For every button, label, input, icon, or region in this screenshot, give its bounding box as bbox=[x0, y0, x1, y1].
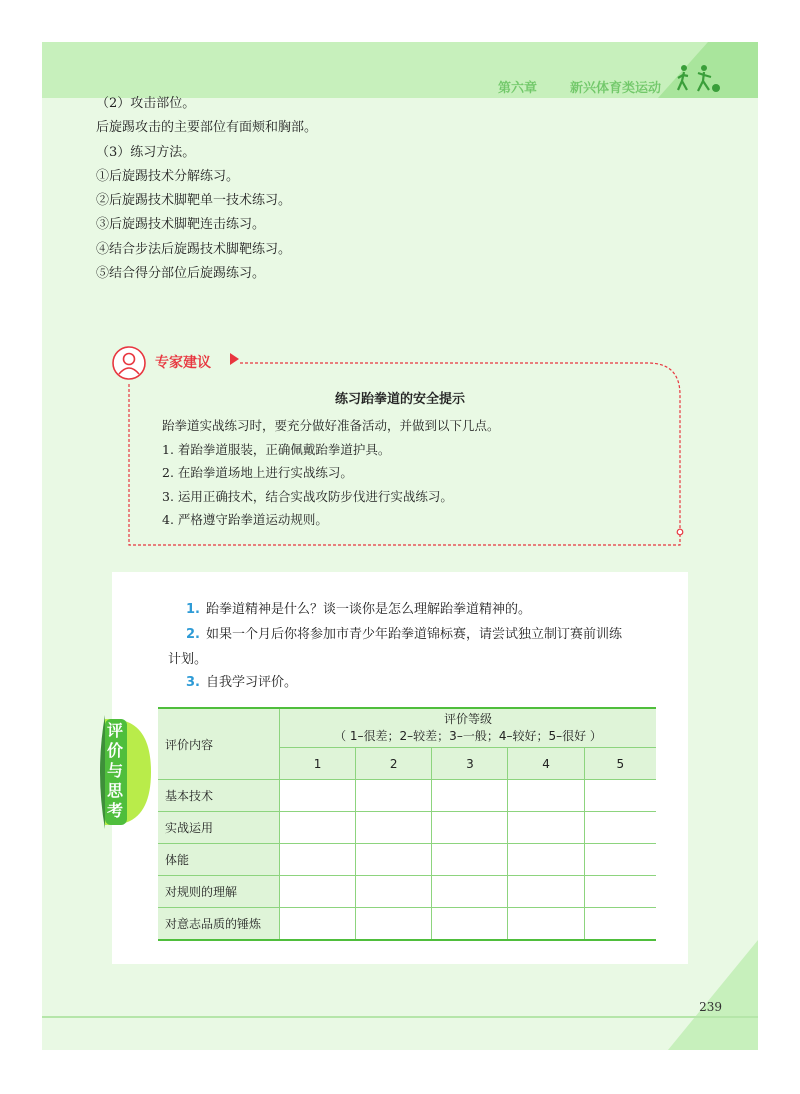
question-number: 3. bbox=[186, 675, 200, 690]
rating-cell[interactable] bbox=[280, 908, 356, 941]
tip-line: 3. 运用正确技术，结合实战攻防步伐进行实战练习。 bbox=[162, 488, 453, 504]
athletes-icon bbox=[676, 64, 726, 94]
question-1 bbox=[186, 598, 531, 617]
rating-cell[interactable] bbox=[508, 844, 584, 876]
rating-cell[interactable] bbox=[508, 908, 584, 941]
rating-cell[interactable] bbox=[432, 812, 508, 844]
rating-cell[interactable] bbox=[508, 876, 584, 908]
rating-cell[interactable] bbox=[356, 844, 432, 876]
rating-cell[interactable] bbox=[508, 812, 584, 844]
grade-header bbox=[280, 708, 657, 748]
rating-cell[interactable] bbox=[508, 780, 584, 812]
body-line: 后旋踢攻击的主要部位有面颊和胸部。 bbox=[96, 120, 318, 136]
side-tab-label: 评价与思考 bbox=[106, 721, 123, 820]
arrow-right-icon bbox=[230, 353, 240, 365]
rating-cell[interactable] bbox=[356, 876, 432, 908]
rating-cell[interactable] bbox=[280, 876, 356, 908]
row-label: 基本技术 bbox=[158, 780, 280, 812]
expert-advice-label: 专家建议 bbox=[155, 355, 211, 371]
expert-avatar-icon bbox=[112, 346, 146, 380]
rating-cell[interactable] bbox=[432, 844, 508, 876]
row-label: 实战运用 bbox=[158, 812, 280, 844]
body-line: ④结合步法后旋踢技术脚靶练习。 bbox=[96, 241, 292, 257]
safety-tips-title: 练习跆拳道的安全提示 bbox=[334, 392, 465, 407]
question-2-continued bbox=[168, 648, 207, 667]
rating-cell[interactable] bbox=[432, 908, 508, 941]
safety-tips bbox=[162, 414, 500, 532]
table-row bbox=[158, 780, 656, 812]
tip-line: 1. 着跆拳道服装，正确佩戴跆拳道护具。 bbox=[162, 441, 391, 457]
rating-cell[interactable] bbox=[432, 780, 508, 812]
table-row bbox=[158, 908, 656, 941]
rating-cell[interactable] bbox=[584, 812, 656, 844]
table-header-row bbox=[158, 708, 656, 748]
question-text: 自我学习评价。 bbox=[205, 675, 297, 690]
body-line: ②后旋踢技术脚靶单一技术练习。 bbox=[96, 193, 292, 209]
body-text bbox=[96, 92, 317, 286]
grade-1: 1 bbox=[280, 748, 356, 780]
row-label: 对规则的理解 bbox=[158, 876, 280, 908]
question-3 bbox=[186, 671, 297, 690]
body-line: （3）练习方法。 bbox=[96, 144, 196, 160]
page-number: 239 bbox=[699, 1000, 722, 1014]
question-2 bbox=[186, 623, 622, 642]
rating-cell[interactable] bbox=[280, 780, 356, 812]
question-text: 计划。 bbox=[168, 652, 208, 667]
tip-line: 跆拳道实战练习时，要充分做好准备活动，并做到以下几点。 bbox=[162, 418, 500, 433]
rating-cell[interactable] bbox=[280, 844, 356, 876]
rating-cell[interactable] bbox=[356, 908, 432, 941]
content-header: 评价内容 bbox=[158, 708, 280, 780]
rating-cell[interactable] bbox=[280, 812, 356, 844]
rating-cell[interactable] bbox=[584, 844, 656, 876]
body-line: ⑤结合得分部位后旋踢练习。 bbox=[96, 266, 266, 282]
grade-4: 4 bbox=[508, 748, 584, 780]
question-text: 如果一个月后你将参加市青少年跆拳道锦标赛，请尝试独立制订赛前训练 bbox=[205, 627, 622, 642]
rating-cell[interactable] bbox=[356, 780, 432, 812]
question-number: 2. bbox=[186, 627, 200, 642]
rating-cell[interactable] bbox=[432, 876, 508, 908]
grade-5: 5 bbox=[584, 748, 656, 780]
table-row bbox=[158, 844, 656, 876]
grade-scale: （ 1–很差；2–较差；3–一般；4–较好；5–很好 ） bbox=[334, 729, 602, 743]
tip-line: 4. 严格遵守跆拳道运动规则。 bbox=[162, 512, 328, 527]
row-label: 体能 bbox=[158, 844, 280, 876]
body-line: ①后旋踢技术分解练习。 bbox=[96, 168, 240, 184]
grade-title: 评价等级 bbox=[443, 712, 492, 726]
table-row bbox=[158, 812, 656, 844]
self-evaluation-table bbox=[158, 707, 656, 941]
footer-line bbox=[42, 1016, 758, 1018]
rating-cell[interactable] bbox=[356, 812, 432, 844]
grade-2: 2 bbox=[356, 748, 432, 780]
rating-cell[interactable] bbox=[584, 876, 656, 908]
question-number: 1. bbox=[186, 602, 200, 617]
chapter-label: 第六章 bbox=[498, 81, 538, 96]
table-row bbox=[158, 876, 656, 908]
grade-3: 3 bbox=[432, 748, 508, 780]
tip-line: 2. 在跆拳道场地上进行实战练习。 bbox=[162, 465, 353, 480]
rating-cell[interactable] bbox=[584, 908, 656, 941]
body-line: （2）攻击部位。 bbox=[96, 96, 196, 111]
row-label: 对意志品质的锤炼 bbox=[158, 908, 280, 941]
question-text: 跆拳道精神是什么？谈一谈你是怎么理解跆拳道精神的。 bbox=[205, 602, 531, 617]
chapter-title: 新兴体育类运动 bbox=[570, 81, 662, 96]
rating-cell[interactable] bbox=[584, 780, 656, 812]
body-line: ③后旋踢技术脚靶连击练习。 bbox=[96, 217, 266, 233]
